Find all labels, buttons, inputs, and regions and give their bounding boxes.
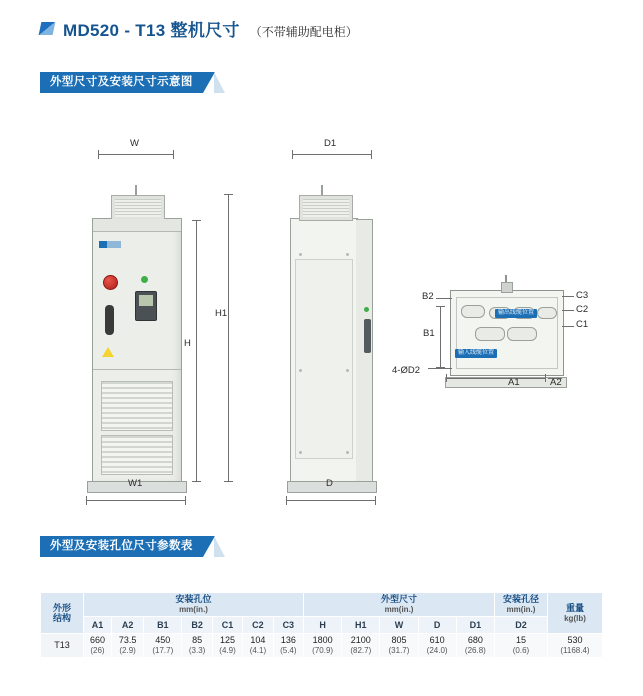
ribbon-tail-secondary-icon <box>214 72 225 93</box>
cell-a1-mm: 660 <box>89 635 105 645</box>
side-status-led-icon <box>364 307 369 312</box>
cell-c2-mm: 104 <box>250 635 266 645</box>
dim-a1-label: A1 <box>508 377 520 388</box>
keypad-screen-icon <box>139 295 153 306</box>
cell-b1-mm: 450 <box>155 635 171 645</box>
dim-h1-line <box>228 194 229 482</box>
title-main-text: MD520 - T13 整机尺寸 <box>63 21 240 40</box>
front-fan-stem-icon <box>135 185 137 195</box>
page-title <box>40 16 358 41</box>
technical-drawing <box>40 110 603 510</box>
section-header-table <box>40 536 225 557</box>
dim-c1-tick <box>562 326 574 327</box>
side-screw-icon <box>346 451 349 454</box>
section-header-drawing <box>40 72 225 93</box>
group-hole-dia-unit: mm(in.) <box>506 605 536 614</box>
col-b2: B2 <box>182 617 212 634</box>
dim-c2-tick <box>562 310 574 311</box>
top-view-cable-hole <box>475 327 505 341</box>
spec-table-wrapper <box>40 592 603 658</box>
side-screw-icon <box>346 369 349 372</box>
front-vent-upper-icon <box>101 381 173 431</box>
dim-w-tick-right <box>173 150 174 159</box>
col-h: H <box>304 617 342 634</box>
side-screw-icon <box>299 253 302 256</box>
dim-c1-label: C1 <box>576 319 589 330</box>
cell-h-in: (70.9) <box>312 646 334 655</box>
cell-c3 <box>273 634 303 658</box>
dim-b1-line <box>440 306 441 368</box>
title-marker-icon <box>39 22 56 35</box>
cell-weight <box>548 634 603 658</box>
dim-a1-tick-right <box>545 374 546 382</box>
side-door-handle-icon <box>364 319 371 353</box>
col-c1: C1 <box>212 617 242 634</box>
cell-c2-in: (4.1) <box>249 646 267 655</box>
top-view-cable-hole <box>507 327 537 341</box>
brand-logo-icon <box>99 241 121 248</box>
cell-c3-in: (5.4) <box>280 646 297 655</box>
dim-h-tick-top <box>192 220 201 221</box>
cell-b2-mm: 85 <box>192 635 203 645</box>
group-hole-dia-label: 安装孔径 <box>502 594 539 604</box>
front-view-cabinet <box>92 218 182 482</box>
cell-w-in: (31.7) <box>388 646 410 655</box>
cell-d2-mm: 15 <box>515 635 526 645</box>
cell-d1 <box>456 634 494 658</box>
dim-w-tick-left <box>98 150 99 159</box>
table-header-row-columns <box>41 617 603 634</box>
cell-a2-in: (2.9) <box>119 646 136 655</box>
dim-h-line <box>196 220 197 482</box>
dim-h1-tick-bottom <box>224 481 233 482</box>
dim-h1-label: H1 <box>215 308 228 319</box>
cell-c1-mm: 125 <box>220 635 236 645</box>
cell-d2-in: (0.6) <box>512 646 530 655</box>
front-fan-grill-icon <box>115 199 161 217</box>
dim-h-label: H <box>184 338 191 349</box>
cell-a2 <box>111 634 143 658</box>
dim-w1-label: W1 <box>128 478 143 489</box>
col-group-mount-holes <box>84 593 304 617</box>
group-mount-holes-label: 安装孔位 <box>175 594 212 604</box>
side-screw-icon <box>346 253 349 256</box>
cell-w <box>380 634 418 658</box>
cell-h <box>304 634 342 658</box>
side-screw-icon <box>299 369 302 372</box>
cell-a2-mm: 73.5 <box>118 635 137 645</box>
top-view-cable-hole <box>537 307 557 319</box>
top-view-knob-icon <box>501 282 513 293</box>
cell-d <box>418 634 456 658</box>
cell-c1-in: (4.9) <box>219 646 236 655</box>
cell-c3-mm: 136 <box>280 635 296 645</box>
cell-d-in: (24.0) <box>426 646 448 655</box>
col-c3: C3 <box>273 617 303 634</box>
dim-b1-tick-top <box>436 306 445 307</box>
col-a2: A2 <box>111 617 143 634</box>
group-outer-size-label: 外型尺寸 <box>381 594 418 604</box>
cell-c1 <box>212 634 242 658</box>
dim-c3-tick <box>562 296 574 297</box>
col-shape-structure: 外形 结构 <box>41 593 84 634</box>
top-view-plate <box>450 290 564 376</box>
cell-b1-in: (17.7) <box>152 646 174 655</box>
top-view-input-tag: 输入线缆位置 <box>455 349 497 358</box>
cell-row-name: T13 <box>41 634 84 658</box>
front-fan-unit <box>111 195 165 221</box>
col-c2: C2 <box>243 617 273 634</box>
ribbon-tail-secondary-icon <box>214 536 225 557</box>
warning-triangle-icon <box>102 347 114 357</box>
front-door-split-line <box>93 369 181 370</box>
dim-b2-label: B2 <box>422 291 434 302</box>
col-group-weight <box>548 593 603 634</box>
dim-d1-line <box>292 154 372 155</box>
dim-d-tick-right <box>375 496 376 505</box>
cell-h1-mm: 2100 <box>350 635 371 645</box>
dim-a1-tick-left <box>446 374 447 382</box>
status-led-icon <box>141 276 148 283</box>
cell-b2-in: (3.3) <box>188 646 206 655</box>
table-row <box>41 634 603 658</box>
dim-a1-line <box>446 378 546 379</box>
title-subtitle-text: （不带辅助配电柜） <box>249 25 358 39</box>
dim-d2-label: 4-ØD2 <box>392 365 420 376</box>
cell-d1-in: (26.8) <box>464 646 486 655</box>
group-mount-holes-unit: mm(in.) <box>179 605 208 614</box>
dim-a2-label: A2 <box>550 377 562 388</box>
col-d2: D2 <box>495 617 548 634</box>
cell-weight-lb: (1168.4) <box>560 646 590 655</box>
dim-d1-label: D1 <box>324 138 337 149</box>
cell-d2 <box>495 634 548 658</box>
top-view-output-tag: 输出线缆位置 <box>495 309 537 318</box>
cell-a1 <box>84 634 112 658</box>
group-outer-size-unit: mm(in.) <box>384 605 414 614</box>
dim-b1-label: B1 <box>423 328 435 339</box>
col-a1: A1 <box>84 617 112 634</box>
dim-d-tick-left <box>286 496 287 505</box>
col-group-outer-size <box>304 593 495 617</box>
col-d1: D1 <box>456 617 494 634</box>
cell-h-mm: 1800 <box>312 635 333 645</box>
group-weight-label: 重量 <box>565 602 584 613</box>
side-screw-icon <box>299 451 302 454</box>
col-group-hole-dia <box>495 593 548 617</box>
dim-w1-tick-right <box>185 496 186 505</box>
dim-h1-tick-top <box>224 194 233 195</box>
dim-c3-label: C3 <box>576 290 589 301</box>
dim-c2-label: C2 <box>576 304 589 315</box>
door-handle-icon <box>105 305 114 335</box>
dim-d1-tick-right <box>371 150 372 159</box>
cell-h1 <box>342 634 380 658</box>
side-door-panel <box>295 259 353 459</box>
dim-d-label: D <box>326 478 333 489</box>
col-b1: B1 <box>144 617 182 634</box>
col-h1: H1 <box>342 617 380 634</box>
dim-w-label: W <box>130 138 139 149</box>
dim-w1-line <box>86 500 186 501</box>
cell-w-mm: 805 <box>391 635 407 645</box>
dim-w1-tick-left <box>86 496 87 505</box>
front-vent-lower-icon <box>101 435 173 475</box>
cell-d-mm: 610 <box>429 635 445 645</box>
dim-d1-tick-left <box>292 150 293 159</box>
section-header-drawing-label: 外型尺寸及安装尺寸示意图 <box>40 72 203 93</box>
dim-d-line <box>286 500 376 501</box>
side-view-cabinet <box>290 218 358 482</box>
dim-d2-leader <box>428 368 452 369</box>
cell-b1 <box>144 634 182 658</box>
dim-b2-tick <box>436 298 452 299</box>
side-fan-grill-icon <box>303 199 349 217</box>
spec-table <box>40 592 603 658</box>
section-header-table-label: 外型及安装孔位尺寸参数表 <box>40 536 203 557</box>
side-fan-stem-icon <box>321 185 323 195</box>
cell-a1-in: (26) <box>90 646 105 655</box>
cell-b2 <box>182 634 212 658</box>
group-weight-unit: kg(lb) <box>564 613 586 623</box>
col-w: W <box>380 617 418 634</box>
cell-h1-in: (82.7) <box>350 646 372 655</box>
cell-c2 <box>243 634 273 658</box>
emergency-stop-icon <box>103 275 118 290</box>
dim-w-line <box>98 154 174 155</box>
dim-h-tick-bottom <box>192 481 201 482</box>
top-view-cable-hole <box>461 305 485 318</box>
cell-d1-mm: 680 <box>467 635 483 645</box>
side-fan-unit <box>299 195 353 221</box>
front-top-strip <box>93 219 181 232</box>
table-header-row-groups <box>41 593 603 617</box>
operator-keypad-icon <box>135 291 157 321</box>
col-d: D <box>418 617 456 634</box>
cell-weight-kg: 530 <box>567 635 583 645</box>
